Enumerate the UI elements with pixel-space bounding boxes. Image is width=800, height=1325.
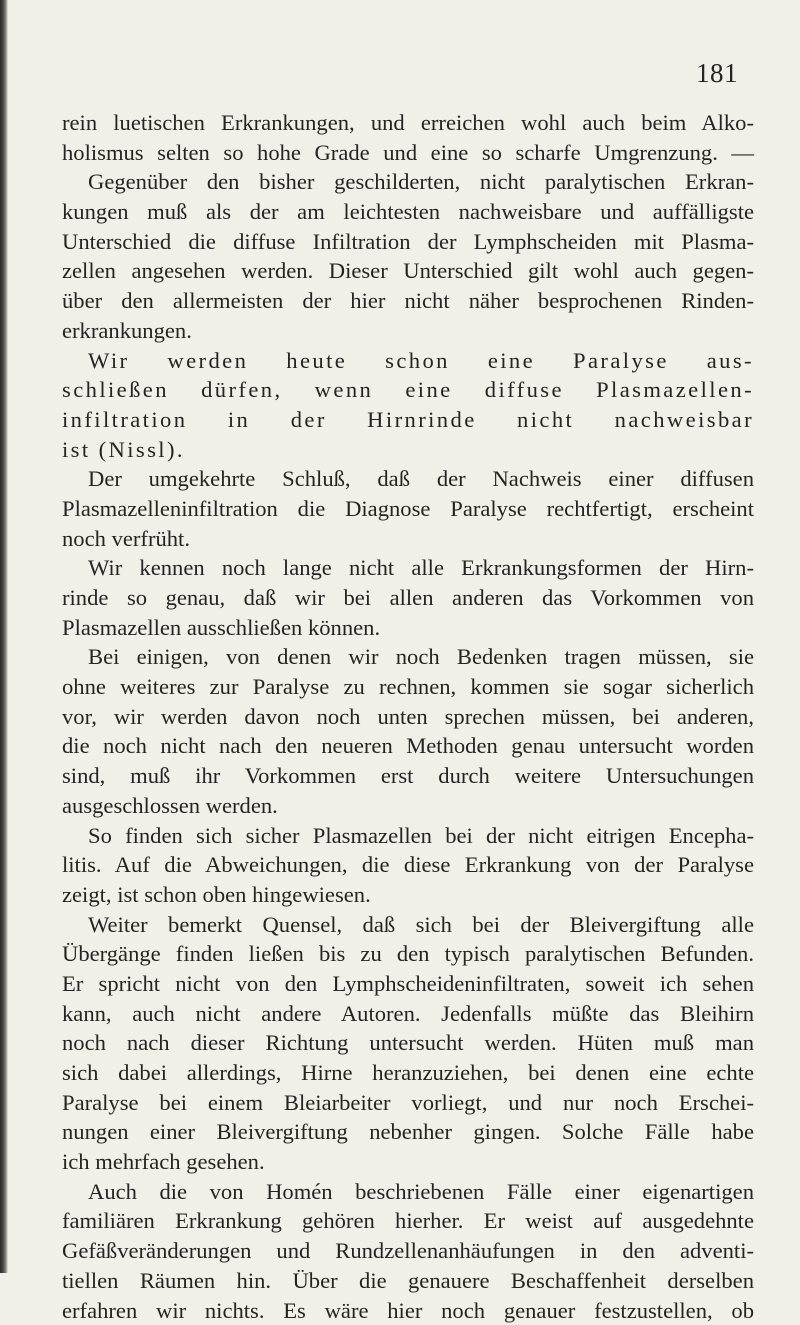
- text-line: noch verfrüht.: [62, 524, 754, 554]
- text-line: So finden sich sicher Plasmazellen bei der nicht eitrigen Encepha-: [62, 821, 754, 851]
- text-line: vor, wir werden davon noch unten sprechen müssen, bei anderen,: [62, 702, 754, 732]
- text-line: ohne weiteres zur Paralyse zu rechnen, kommen sie sogar sicherlich: [62, 672, 754, 702]
- text-line: Plasmazellen ausschließen können.: [62, 613, 754, 643]
- text-line: Bei einigen, von denen wir noch Bedenken tragen müssen, sie: [62, 642, 754, 672]
- text-line: Auch die von Homén beschriebenen Fälle einer eigenartigen: [62, 1177, 754, 1207]
- text-line: Er spricht nicht von den Lymphscheideninfiltraten, soweit ich sehen: [62, 969, 754, 999]
- text-line: rein luetischen Erkrankungen, und erreichen wohl auch beim Alko-: [62, 108, 754, 138]
- text-line: rinde so genau, daß wir bei allen anderen das Vorkommen von: [62, 583, 754, 613]
- text-line: schließen dürfen, wenn eine diffuse Plasmazellen-: [62, 375, 754, 405]
- text-line: Übergänge finden ließen bis zu den typisch paralytischen Befunden.: [62, 939, 754, 969]
- text-line: holismus selten so hohe Grade und eine so scharfe Umgrenzung. —: [62, 138, 754, 168]
- text-line: kann, auch nicht andere Autoren. Jedenfalls müßte das Bleihirn: [62, 999, 754, 1029]
- page-number: 181: [696, 58, 738, 89]
- text-line: Plasmazelleninfiltration die Diagnose Paralyse rechtfertigt, erscheint: [62, 494, 754, 524]
- text-line: ich mehrfach gesehen.: [62, 1147, 754, 1177]
- text-line: Wir kennen noch lange nicht alle Erkrankungsformen der Hirn-: [62, 553, 754, 583]
- text-line: tiellen Räumen hin. Über die genauere Beschaffenheit derselben: [62, 1266, 754, 1296]
- text-line: zellen angesehen werden. Dieser Unterschied gilt wohl auch gegen-: [62, 256, 754, 286]
- text-line: Der umgekehrte Schluß, daß der Nachweis einer diffusen: [62, 464, 754, 494]
- text-line: zeigt, ist schon oben hingewiesen.: [62, 880, 754, 910]
- text-line: sind, muß ihr Vorkommen erst durch weitere Untersuchungen: [62, 761, 754, 791]
- text-line: Wir werden heute schon eine Paralyse aus-: [62, 346, 754, 376]
- text-line: Weiter bemerkt Quensel, daß sich bei der Bleivergiftung alle: [62, 910, 754, 940]
- text-line: nungen einer Bleivergiftung nebenher gingen. Solche Fälle habe: [62, 1117, 754, 1147]
- text-line: litis. Auf die Abweichungen, die diese Erkrankung von der Paralyse: [62, 850, 754, 880]
- text-line: Unterschied die diffuse Infiltration der Lymphscheiden mit Plasma-: [62, 227, 754, 257]
- text-line: Gegenüber den bisher geschilderten, nicht paralytischen Erkran-: [62, 167, 754, 197]
- text-line: erfahren wir nichts. Es wäre hier noch genauer festzustellen, ob: [62, 1296, 754, 1325]
- text-line: ist (Nissl).: [62, 435, 754, 465]
- text-line: familiären Erkrankung gehören hierher. Er weist auf ausgedehnte: [62, 1206, 754, 1236]
- text-line: Paralyse bei einem Bleiarbeiter vorliegt, und nur noch Erschei-: [62, 1088, 754, 1118]
- text-line: infiltration in der Hirnrinde nicht nachweisbar: [62, 405, 754, 435]
- text-line: ausgeschlossen werden.: [62, 791, 754, 821]
- text-line: kungen muß als der am leichtesten nachweisbare und auffälligste: [62, 197, 754, 227]
- text-line: erkrankungen.: [62, 316, 754, 346]
- text-line: sich dabei allerdings, Hirne heranzuziehen, bei denen eine echte: [62, 1058, 754, 1088]
- page-binding-edge: [0, 0, 8, 1273]
- text-line: über den allermeisten der hier nicht näher besprochenen Rinden-: [62, 286, 754, 316]
- body-text: [62, 108, 754, 1325]
- text-line: noch nach dieser Richtung untersucht werden. Hüten muß man: [62, 1028, 754, 1058]
- text-line: die noch nicht nach den neueren Methoden genau untersucht worden: [62, 731, 754, 761]
- text-line: Gefäßveränderungen und Rundzellenanhäufungen in den adventi-: [62, 1236, 754, 1266]
